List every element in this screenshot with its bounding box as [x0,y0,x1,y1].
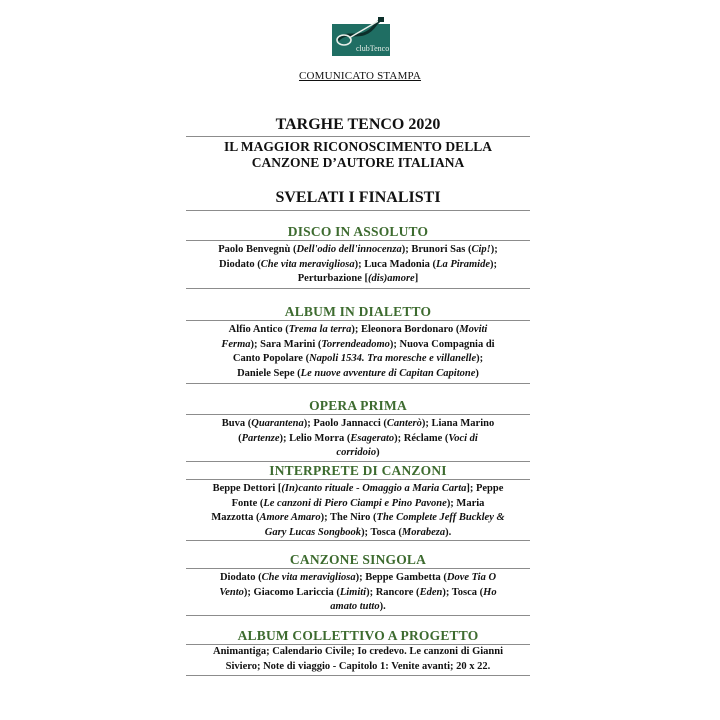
album-title: (In)canto rituale - Omaggio a Maria Carta [281,483,467,494]
album-title: Napoli 1534. Tra moresche e villanelle [309,353,477,364]
main-title: TARGHE TENCO 2020 [275,116,441,133]
category-finalists [186,417,530,461]
category-finalists [186,645,530,674]
album-title: Che vita meravigliosa [260,258,355,270]
album-title: Gary Lucas Songbook [264,526,362,538]
divider [186,479,530,480]
divider [186,568,530,569]
finalist-line [186,526,530,541]
album-title: Voci di [448,432,478,444]
subtitle-line-1: IL MAGGIOR RICONOSCIMENTO DELLA [224,139,492,154]
artist-text: ) [376,447,380,458]
artist-text: Paolo Benvegnù ( [218,244,297,255]
finalist-line [186,417,530,432]
category-title: CANZONE SINGOLA [289,552,427,567]
logo-text: clubTenco [356,44,390,53]
artist-text: ); Nuova Compagnia di [389,338,495,350]
finalist-line [186,511,530,526]
album-title: Canterò [386,418,422,429]
finalist-line [186,645,530,660]
artist-text: ( [238,432,242,444]
album-title: (dis)amore [368,273,415,284]
album-title: Dove Tia O [446,572,497,583]
artist-text: ) [475,367,479,379]
divider [186,383,530,384]
album-title: Torrendeadomo [321,338,390,350]
finalist-line [186,272,530,287]
finalist-line [186,600,530,615]
album-title: Vento [219,586,244,598]
album-title: Che vita meravigliosa [261,572,356,583]
artist-text: ); [489,258,497,270]
album-title: amato tutto [330,601,380,612]
artist-text: ); Eleonora Bordonaro ( [351,324,460,335]
divider [186,615,530,616]
album-title: Morabeza [401,526,446,538]
artist-text: Alfio Antico ( [228,324,289,335]
club-tenco-logo [332,14,390,56]
artist-text: ); Sara Marini ( [250,338,322,350]
album-title: Ho [483,586,497,598]
finalist-line [186,432,530,447]
artist-text: ); Tosca ( [442,586,484,598]
artist-text: ); Rancore ( [366,586,420,598]
album-title: Le canzoni di Piero Ciampi e Pino Pavone [263,497,447,509]
finalist-line [186,243,530,258]
finalist-line [186,571,530,586]
artist-text: ); Lelio Morra ( [279,432,351,444]
finalist-line [186,482,530,497]
finalist-line [186,446,530,461]
finalists-heading: SVELATI I FINALISTI [275,189,441,206]
finalist-line [186,258,530,273]
album-title: Partenze [241,432,280,444]
finalist-line [186,352,530,367]
artist-text: ); The Niro ( [320,512,377,523]
divider [186,414,530,415]
artist-text: ); [490,244,498,255]
album-title: Cip! [471,244,491,255]
finalist-line [186,323,530,338]
album-title: The Complete Jeff Buckley & [376,512,505,523]
finalist-line [186,367,530,382]
artist-text: ); Maria [446,497,485,509]
artist-text: Beppe Dettori [ [212,483,282,494]
divider [186,320,530,321]
category-title: INTERPRETE DI CANZONI [269,463,447,478]
artist-text: Fonte ( [231,497,264,509]
artist-text: Canto Popolare ( [232,353,310,364]
divider [186,240,530,241]
artist-text: ); Tosca ( [361,526,402,538]
divider [186,288,530,289]
guitar-logo-icon [332,14,390,56]
artist-text: Siviero; Note di viaggio - Capitolo 1: Venite avanti; 20 x 22. [225,660,491,672]
artist-text: Mazzotta ( [211,512,260,523]
category-title: OPERA PRIMA [309,398,407,413]
category-title: DISCO IN ASSOLUTO [287,224,429,239]
album-title: Ferma [221,338,251,350]
category-finalists [186,571,530,615]
finalist-line [186,660,530,675]
album-title: Amore Amaro [259,512,321,523]
artist-text: ). [445,526,452,538]
album-title: Dell'odio dell'innocenza [296,244,402,255]
artist-text: ]; Peppe [466,483,504,494]
artist-text: ); Paolo Jannacci ( [303,418,387,429]
album-title: Eden [419,586,443,598]
artist-text: ] [414,273,419,284]
subtitle [186,139,530,171]
category-finalists [186,323,530,381]
album-title: Limiti [339,586,367,598]
album-title: Moviti [459,324,488,335]
category-title: ALBUM IN DIALETTO [284,304,432,319]
artist-text: ); Brunori Sas ( [401,244,472,255]
artist-text: Daniele Sepe ( [237,367,301,379]
artist-text: ); [476,353,484,364]
artist-text: ); Réclame ( [394,432,449,444]
divider [186,210,530,211]
finalist-line [186,497,530,512]
subtitle-line-2: CANZONE D’AUTORE ITALIANA [251,155,465,170]
artist-text: ); Luca Madonia ( [354,258,437,270]
album-title: La Piramide [436,258,490,270]
divider [186,675,530,676]
category-title: ALBUM COLLETTIVO A PROGETTO [237,628,479,643]
divider [186,461,530,462]
album-title: Trema la terra [288,324,352,335]
artist-text: ); Liana Marino [421,418,495,429]
artist-text: Diodato ( [219,572,262,583]
album-title: Esagerato [350,432,395,444]
artist-text: Animantiga; Calendario Civile; Io credevo. Le canzoni di Gianni [212,646,504,657]
finalist-line [186,338,530,353]
album-title: Le nuove avventure di Capitan Capitone [300,367,476,379]
artist-text: ). [379,601,386,612]
finalist-line [186,586,530,601]
comunicato-stampa-label: COMUNICATO STAMPA [298,70,422,82]
artist-text: ); Giacomo Lariccia ( [243,586,340,598]
album-title: corridoio [336,447,377,458]
album-title: Quarantena [251,418,304,429]
artist-text: Buva ( [221,418,252,429]
divider [186,136,530,137]
category-finalists [186,482,530,540]
artist-text: ); Beppe Gambetta ( [355,572,447,583]
artist-text: Diodato ( [219,258,261,270]
divider [186,540,530,541]
artist-text: Perturbazione [ [297,273,369,284]
category-finalists [186,243,530,287]
